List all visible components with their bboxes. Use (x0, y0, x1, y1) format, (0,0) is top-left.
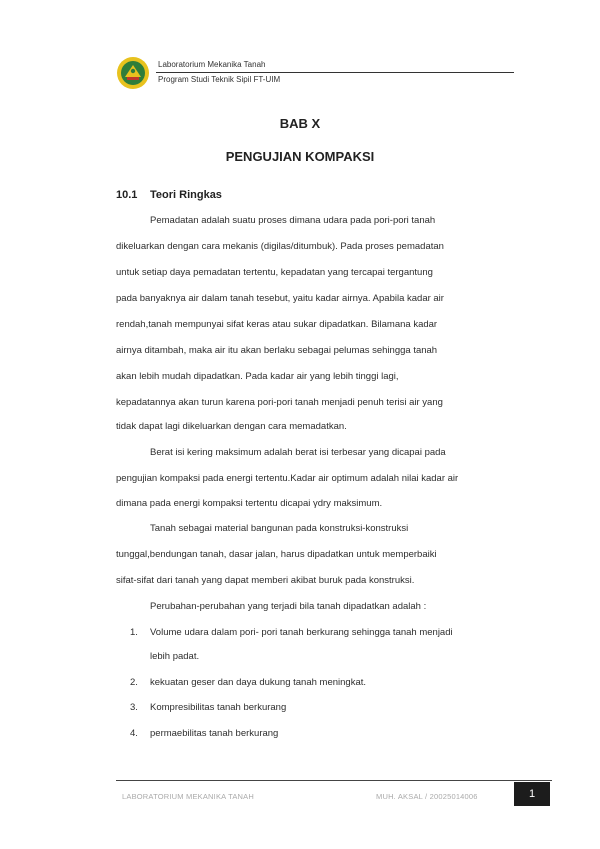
paragraph-line: dimana pada energi kompaksi tertentu dicapai γdry maksimum. (116, 498, 383, 509)
paragraph-line: pada banyaknya air dalam tanah tesebut, yaitu kadar airnya. Apabila kadar air (116, 293, 444, 304)
paragraph-line: kepadatannya akan turun karena pori-pori tanah menjadi penuh terisi air yang (116, 397, 443, 408)
page-number: 1 (514, 782, 550, 806)
list-item-number: 2. (130, 677, 138, 688)
list-item-number: 1. (130, 627, 138, 638)
section-title: Teori Ringkas (150, 189, 222, 201)
paragraph-line: untuk setiap daya pemadatan tertentu, kepadatan yang tercapai tergantung (116, 267, 433, 278)
paragraph-line: tidak dapat lagi dikeluarkan dengan cara memadatkan. (116, 421, 347, 432)
paragraph-line: pengujian kompaksi pada energi tertentu.Kadar air optimum adalah nilai kadar air (116, 473, 459, 484)
paragraph-line: airnya ditambah, maka air itu akan berlaku sebagai pelumas sehingga tanah (116, 345, 438, 356)
footer-divider (116, 780, 552, 781)
paragraph-line: Pemadatan adalah suatu proses dimana udara pada pori-pori tanah (150, 215, 436, 226)
paragraph-line: Berat isi kering maksimum adalah berat isi terbesar yang dicapai pada (150, 447, 446, 458)
list-item-number: 3. (130, 702, 138, 713)
chapter-number: BAB X (279, 116, 321, 131)
paragraph-line: akan lebih mudah dipadatkan. Pada kadar air yang lebih tinggi lagi, (116, 371, 399, 382)
footer-lab-name: LABORATORIUM MEKANIKA TANAH (122, 792, 254, 801)
header-lab-name: Laboratorium Mekanika Tanah (158, 60, 266, 69)
section-number: 10.1 (116, 189, 138, 201)
list-item-text: kekuatan geser dan daya dukung tanah meningkat. (150, 677, 367, 688)
paragraph-line: dikeluarkan dengan cara mekanis (digilas/ditumbuk). Pada proses pemadatan (116, 241, 444, 252)
paragraph-line: sifat-sifat dari tanah yang dapat memberi akibat buruk pada konstruksi. (116, 575, 415, 586)
footer-author: MUH. AKSAL / 20025014006 (376, 792, 478, 801)
list-item-text: Volume udara dalam pori- pori tanah berkurang sehingga tanah menjadi (150, 627, 453, 638)
list-item-continuation: lebih padat. (150, 651, 200, 662)
paragraph-line: tunggal,bendungan tanah, dasar jalan, harus dipadatkan untuk memperbaiki (116, 549, 437, 560)
header-program: Program Studi Teknik Sipil FT-UIM (158, 75, 281, 84)
chapter-title: PENGUJIAN KOMPAKSI (225, 149, 375, 164)
list-item-text: permaebilitas tanah berkurang (150, 728, 279, 739)
list-item-text: Kompresibilitas tanah berkurang (150, 702, 287, 713)
paragraph-line: Tanah sebagai material bangunan pada konstruksi-konstruksi (150, 523, 409, 534)
paragraph-line: rendah,tanah mempunyai sifat keras atau sukar dipadatkan. Bilamana kadar (116, 319, 438, 330)
paragraph-line: Perubahan-perubahan yang terjadi bila tanah dipadatkan adalah : (150, 601, 427, 612)
header-divider (156, 72, 514, 73)
university-logo-icon (116, 56, 150, 90)
page-header (116, 56, 514, 96)
list-item-number: 4. (130, 728, 138, 739)
